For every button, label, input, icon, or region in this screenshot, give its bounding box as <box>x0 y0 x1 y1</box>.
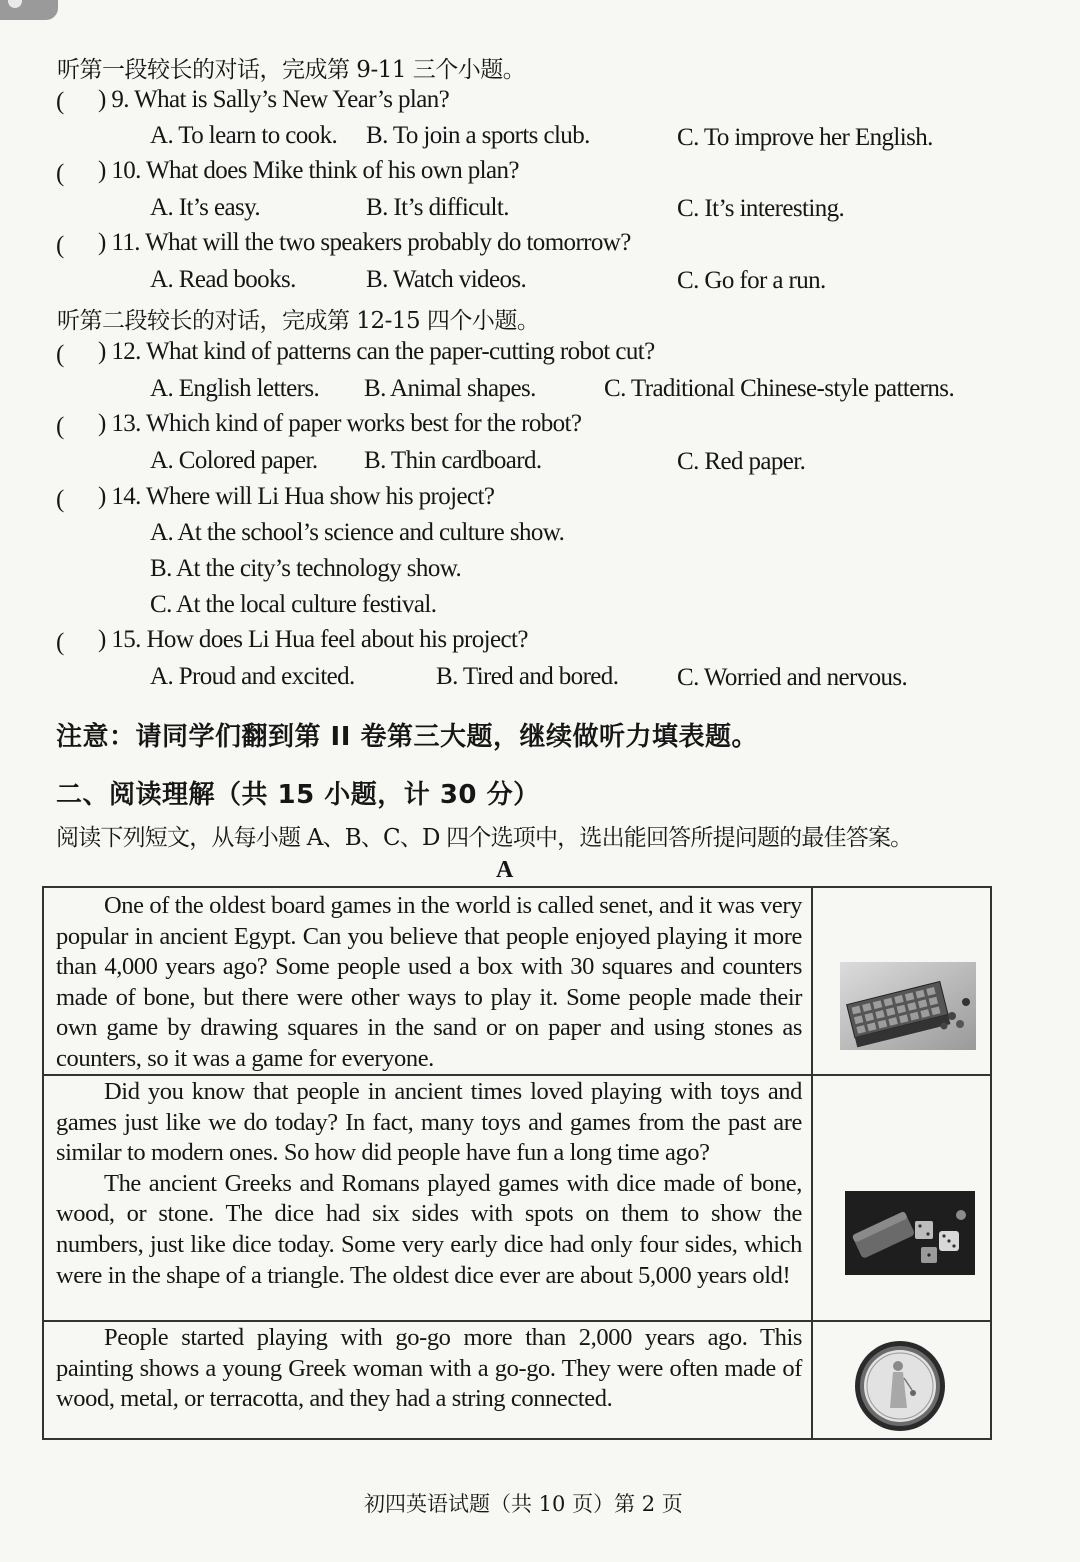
page-footer: 初四英语试题（共 10 页）第 2 页 <box>364 1492 683 1516</box>
answer-paren: ( <box>56 88 65 115</box>
section2-intro: 听第二段较长的对话，完成第 12-15 四个小题。 <box>57 308 540 334</box>
q13-option-b: B. Thin cardboard. <box>364 447 542 474</box>
q11-option-a: A. Read books. <box>150 266 296 293</box>
q12-option-c: C. Traditional Chinese-style patterns. <box>604 375 955 402</box>
answer-paren: ( <box>56 341 65 368</box>
notice-text: 注意：请同学们翻到第 II 卷第三大题，继续做听力填表题。 <box>56 722 758 752</box>
answer-paren: ( <box>56 160 65 187</box>
question-14: ) 14. Where will Li Hua show his project? <box>98 483 495 510</box>
passage-cell-gogo <box>56 1323 802 1415</box>
q12-option-b: B. Animal shapes. <box>364 375 536 402</box>
q10-option-b: B. It’s difficult. <box>366 194 509 221</box>
paragraph: People started playing with go-go more than 2,000 years ago. This painting shows a young Greek woman with a go-go. They were often made of wood, metal, or terracotta, and they had a string connected. <box>56 1324 802 1413</box>
q13-option-c: C. Red paper. <box>677 448 806 475</box>
reading-instructions: 阅读下列短文，从每小题 A、B、C、D 四个选项中，选出能回答所提问题的最佳答案。 <box>56 825 913 851</box>
q11-option-b: B. Watch videos. <box>366 266 527 293</box>
q9-option-a: A. To learn to cook. <box>150 122 338 149</box>
q15-option-c: C. Worried and nervous. <box>677 664 908 691</box>
q10-option-a: A. It’s easy. <box>150 194 260 221</box>
q15-option-a: A. Proud and excited. <box>150 663 355 690</box>
corner-tab <box>0 0 58 20</box>
paragraph: Did you know that people in ancient times loved playing with toys and games just like we do today? In fact, many toys and games from the past are similar to modern ones. So how did people have fun a long time ago? <box>56 1078 802 1167</box>
answer-paren: ( <box>56 232 65 259</box>
paragraph: The ancient Greeks and Romans played games with dice made of bone, wood, or stone. The dice had six sides with spots on them to show the numbers, just like dice today. Some very early dice had only four sides, which were in the shape of a triangle. The oldest dice ever are about 5,000 years old! <box>56 1169 802 1289</box>
section1-intro: 听第一段较长的对话，完成第 9-11 三个小题。 <box>57 57 526 83</box>
table-divider-vertical <box>811 888 813 1438</box>
ancient-dice-image <box>845 1191 975 1280</box>
question-13: ) 13. Which kind of paper works best for the robot? <box>98 410 582 437</box>
question-12: ) 12. What kind of patterns can the paper-cutting robot cut? <box>98 338 655 365</box>
table-divider-row2 <box>44 1320 990 1322</box>
q9-option-b: B. To join a sports club. <box>366 122 590 149</box>
passage-cell-senet <box>56 891 802 1075</box>
q11-option-c: C. Go for a run. <box>677 267 826 294</box>
question-9: ) 9. What is Sally’s New Year’s plan? <box>98 86 450 113</box>
question-10: ) 10. What does Mike think of his own plan? <box>98 157 519 184</box>
answer-paren: ( <box>56 486 65 513</box>
answer-paren: ( <box>56 413 65 440</box>
paragraph: One of the oldest board games in the world is called senet, and it was very popular in ancient Egypt. Can you believe that people enjoyed playing it more than 4,000 years ago? Some people used a box with 30 squares and counters made of bone, but there were other ways to play it. Some people made their own game by drawing squares in the sand or on paper and using stones as counters, so it was a game for everyone. <box>56 892 802 1072</box>
q9-option-c: C. To improve her English. <box>677 124 933 151</box>
q14-option-c: C. At the local culture festival. <box>150 591 437 618</box>
question-15: ) 15. How does Li Hua feel about his project? <box>98 626 528 653</box>
gogo-painting-image <box>852 1338 948 1439</box>
q14-option-a: A. At the school’s science and culture show. <box>150 519 565 546</box>
question-11: ) 11. What will the two speakers probably do tomorrow? <box>98 229 631 256</box>
corner-dot <box>8 0 22 8</box>
passage-table <box>42 886 992 1440</box>
passage-label: A <box>496 857 514 883</box>
q12-option-a: A. English letters. <box>150 375 320 402</box>
senet-board-image <box>840 962 976 1055</box>
q13-option-a: A. Colored paper. <box>150 447 318 474</box>
passage-cell-dice <box>56 1077 802 1291</box>
answer-paren: ( <box>56 629 65 656</box>
q14-option-b: B. At the city’s technology show. <box>150 555 462 582</box>
q15-option-b: B. Tired and bored. <box>436 663 619 690</box>
q10-option-c: C. It’s interesting. <box>677 195 845 222</box>
reading-heading: 二、阅读理解（共 15 小题，计 30 分） <box>56 780 540 810</box>
